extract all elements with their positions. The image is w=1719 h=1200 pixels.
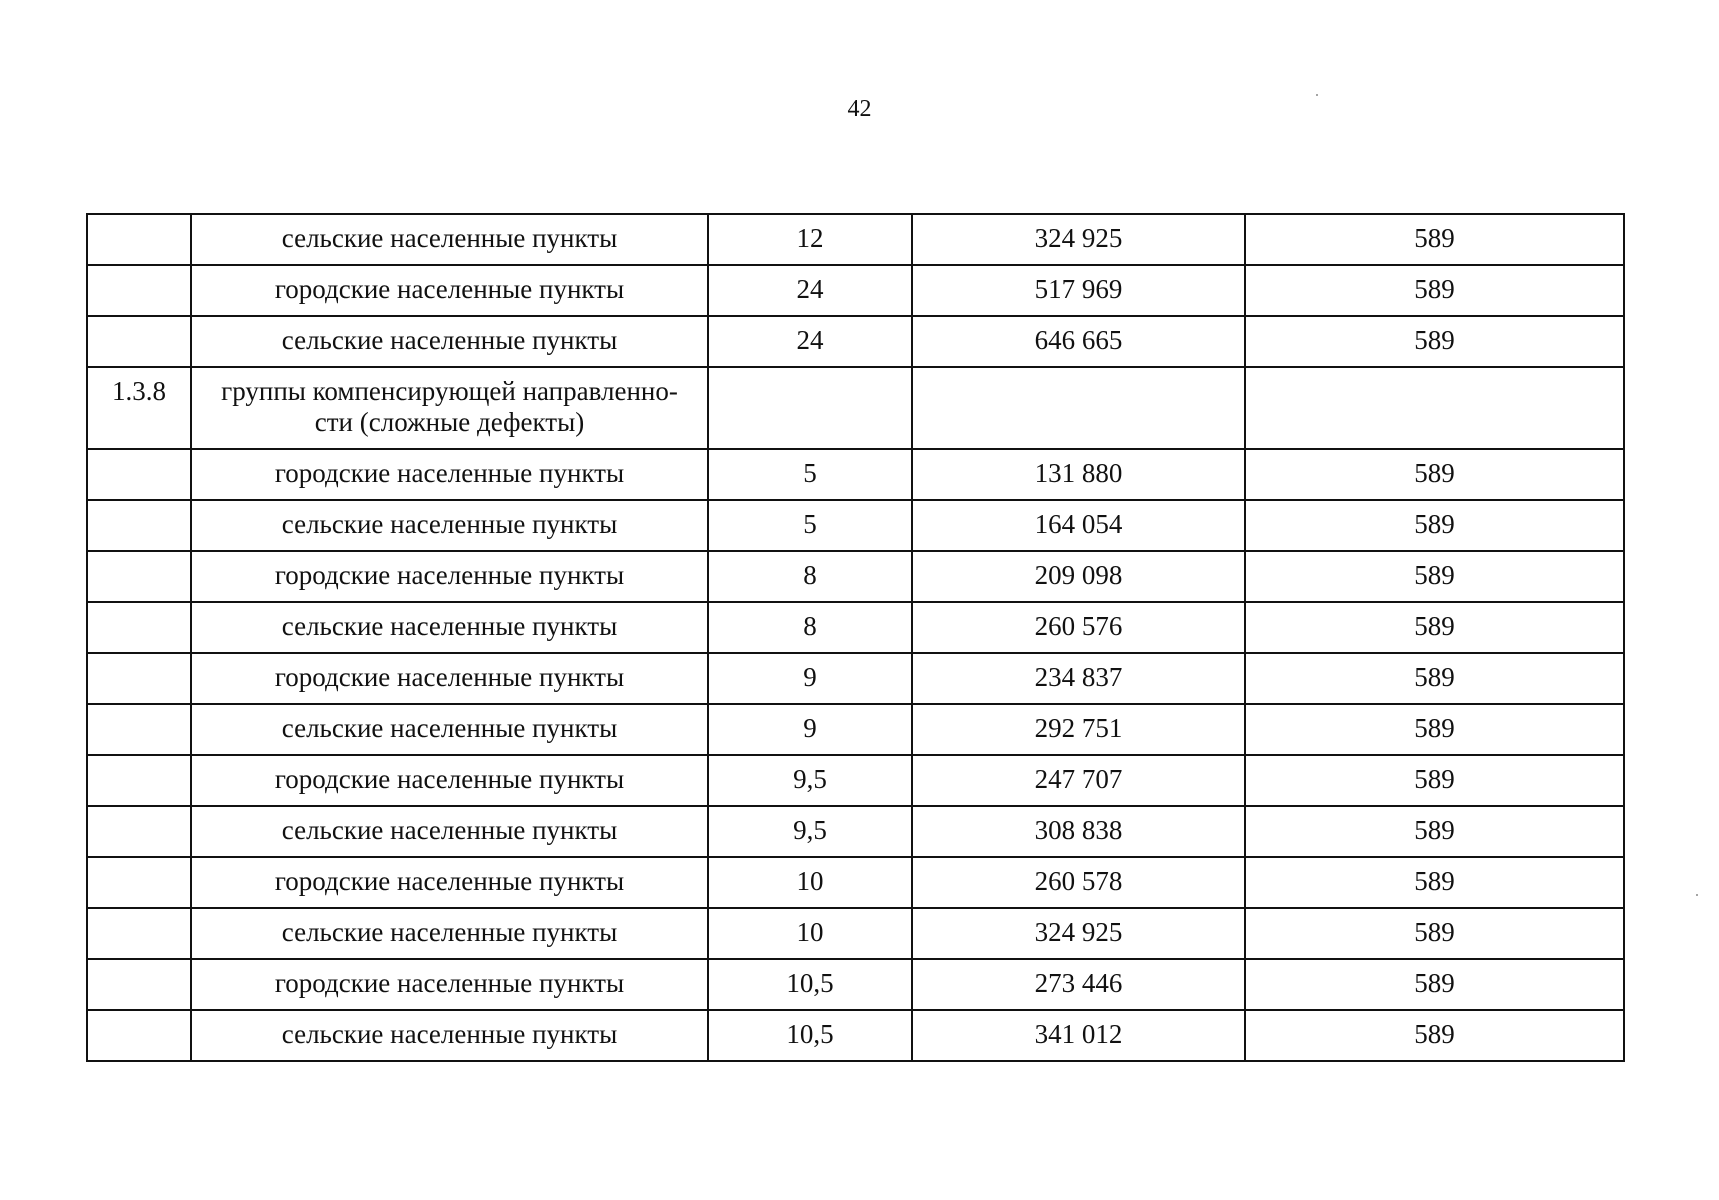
settlement-type-cell: городские населенные пункты [191,653,708,704]
item-number-cell [87,316,191,367]
amount-cell: 308 838 [912,806,1245,857]
settlement-type-cell: городские населенные пункты [191,551,708,602]
table-row [87,500,1624,551]
scan-speck [1696,894,1698,896]
table-section-row [87,367,1624,449]
value-cell: 589 [1245,265,1624,316]
value-cell: 589 [1245,214,1624,265]
amount-cell: 273 446 [912,959,1245,1010]
hours-cell: 8 [708,602,912,653]
value-cell: 589 [1245,602,1624,653]
value-cell: 589 [1245,704,1624,755]
hours-cell: 10 [708,857,912,908]
table-row [87,959,1624,1010]
value-cell: 589 [1245,857,1624,908]
amount-cell: 260 576 [912,602,1245,653]
settlement-type-cell: сельские населенные пункты [191,1010,708,1061]
value-cell: 589 [1245,500,1624,551]
item-number-cell [87,265,191,316]
item-number-cell [87,908,191,959]
item-number-cell [87,959,191,1010]
amount-cell: 260 578 [912,857,1245,908]
settlement-type-cell: городские населенные пункты [191,857,708,908]
item-number-cell [87,653,191,704]
hours-cell: 9 [708,704,912,755]
table-row [87,214,1624,265]
data-table [86,213,1625,1062]
item-number-cell [87,500,191,551]
amount-cell: 292 751 [912,704,1245,755]
item-number-cell [87,857,191,908]
amount-cell: 247 707 [912,755,1245,806]
settlement-type-cell: городские населенные пункты [191,449,708,500]
value-cell: 589 [1245,316,1624,367]
hours-cell: 5 [708,449,912,500]
table-row [87,755,1624,806]
hours-cell: 9,5 [708,806,912,857]
amount-cell: 324 925 [912,214,1245,265]
section-title-line-2: сти (сложные дефекты) [314,407,585,437]
hours-cell: 10,5 [708,1010,912,1061]
amount-cell: 646 665 [912,316,1245,367]
hours-cell: 10,5 [708,959,912,1010]
table-row [87,704,1624,755]
section-title-cell [191,367,708,449]
hours-cell: 9,5 [708,755,912,806]
settlement-type-cell: сельские населенные пункты [191,602,708,653]
value-cell: 589 [1245,908,1624,959]
table-row [87,1010,1624,1061]
item-number-cell [87,214,191,265]
value-cell: 589 [1245,959,1624,1010]
hours-cell: 24 [708,265,912,316]
hours-cell: 8 [708,551,912,602]
page-number: 42 [847,96,872,122]
hours-cell: 9 [708,653,912,704]
table-row [87,265,1624,316]
table-row [87,316,1624,367]
settlement-type-cell: городские населенные пункты [191,755,708,806]
item-number-cell [87,755,191,806]
settlement-type-cell: сельские населенные пункты [191,214,708,265]
item-number-cell: 1.3.8 [87,367,191,449]
item-number-cell [87,449,191,500]
settlement-type-cell: сельские населенные пункты [191,806,708,857]
value-cell [1245,367,1624,449]
value-cell: 589 [1245,449,1624,500]
table-row [87,653,1624,704]
hours-cell: 10 [708,908,912,959]
amount-cell: 209 098 [912,551,1245,602]
section-title-line-1: группы компенсирующей направленно- [221,376,678,406]
table-row [87,908,1624,959]
hours-cell: 5 [708,500,912,551]
item-number-cell [87,551,191,602]
settlement-type-cell: городские населенные пункты [191,265,708,316]
settlement-type-cell: сельские населенные пункты [191,316,708,367]
amount-cell: 517 969 [912,265,1245,316]
table-row [87,806,1624,857]
value-cell: 589 [1245,1010,1624,1061]
value-cell: 589 [1245,806,1624,857]
amount-cell: 234 837 [912,653,1245,704]
amount-cell: 324 925 [912,908,1245,959]
table-row [87,857,1624,908]
amount-cell [912,367,1245,449]
item-number-cell [87,806,191,857]
table-row [87,602,1624,653]
settlement-type-cell: сельские населенные пункты [191,704,708,755]
item-number-cell [87,704,191,755]
value-cell: 589 [1245,551,1624,602]
amount-cell: 164 054 [912,500,1245,551]
settlement-type-cell: сельские населенные пункты [191,500,708,551]
amount-cell: 341 012 [912,1010,1245,1061]
value-cell: 589 [1245,755,1624,806]
settlement-type-cell: сельские населенные пункты [191,908,708,959]
hours-cell: 12 [708,214,912,265]
amount-cell: 131 880 [912,449,1245,500]
hours-cell [708,367,912,449]
item-number-cell [87,1010,191,1061]
value-cell: 589 [1245,653,1624,704]
table-row [87,551,1624,602]
table-row [87,449,1624,500]
item-number-cell [87,602,191,653]
hours-cell: 24 [708,316,912,367]
settlement-type-cell: городские населенные пункты [191,959,708,1010]
scan-speck [1316,94,1318,96]
